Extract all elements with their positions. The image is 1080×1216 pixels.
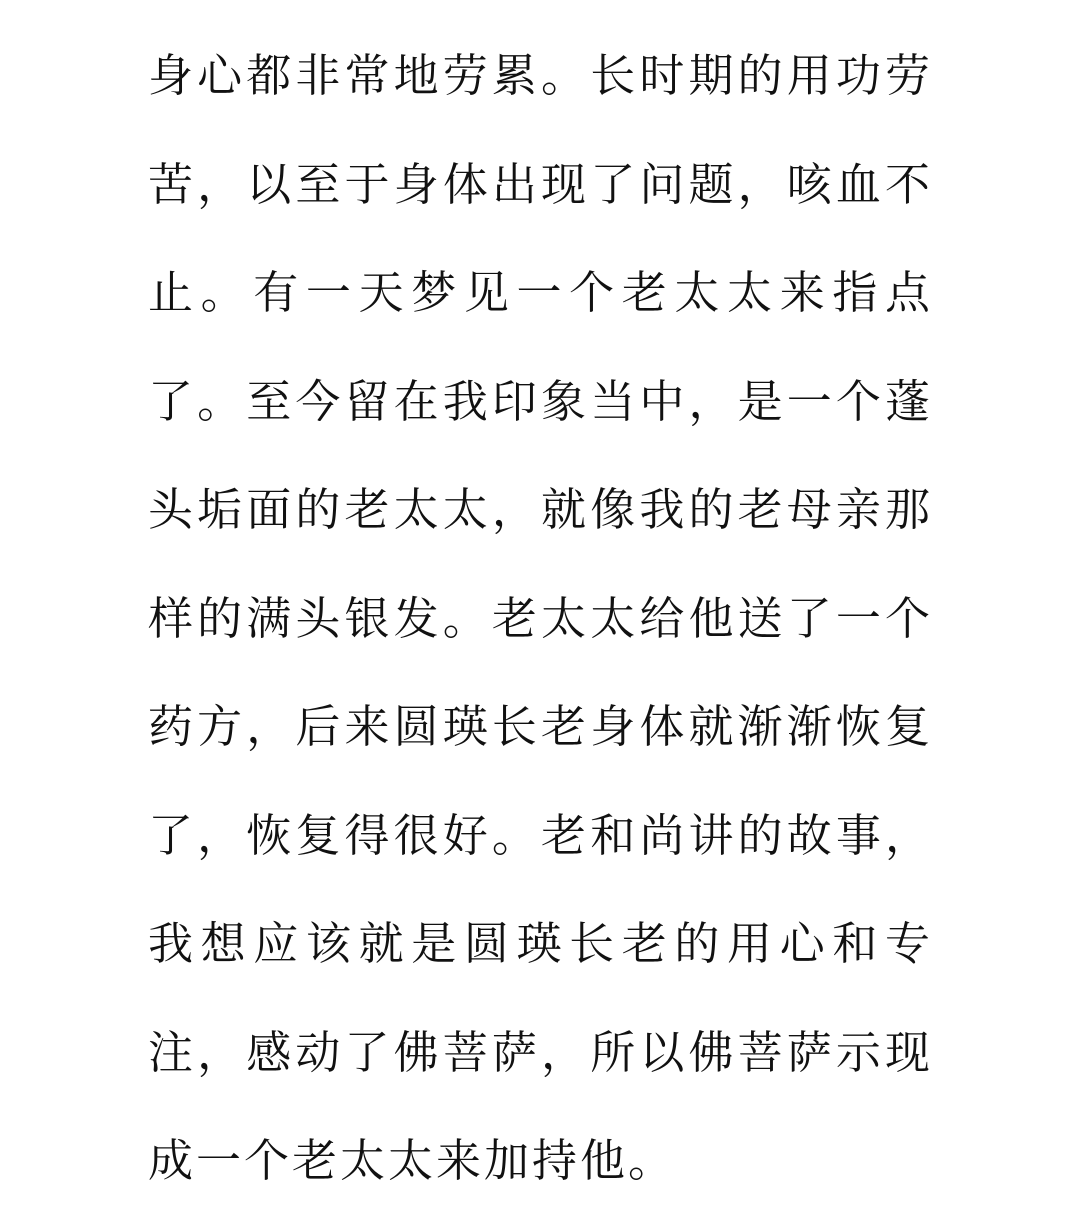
text-line-7: 药方，后来圆瑛长老身体就渐渐恢复: [148, 700, 933, 753]
text-line-1: 身心都非常地劳累。长时期的用功劳: [148, 49, 933, 102]
article-body: [148, 22, 948, 1216]
text-line-9: 我想应该就是圆瑛长老的用心和专: [148, 917, 933, 970]
text-line-8: 了，恢复得很好。老和尚讲的故事，: [148, 808, 933, 862]
text-line-3: 止。有一天梦见一个老太太来指点: [148, 266, 933, 319]
text-line-11: 成一个老太太来加持他。: [148, 1134, 677, 1187]
text-line-6: 样的满头银发。老太太给他送了一个: [148, 591, 933, 645]
text-line-10: 注，感动了佛菩萨，所以佛菩萨示现: [148, 1025, 933, 1079]
text-line-4: 了。至今留在我印象当中，是一个蓬: [148, 374, 933, 428]
text-line-2: 苦，以至于身体出现了问题，咳血不: [148, 157, 933, 211]
text-line-5: 头垢面的老太太，就像我的老母亲那: [148, 483, 933, 536]
